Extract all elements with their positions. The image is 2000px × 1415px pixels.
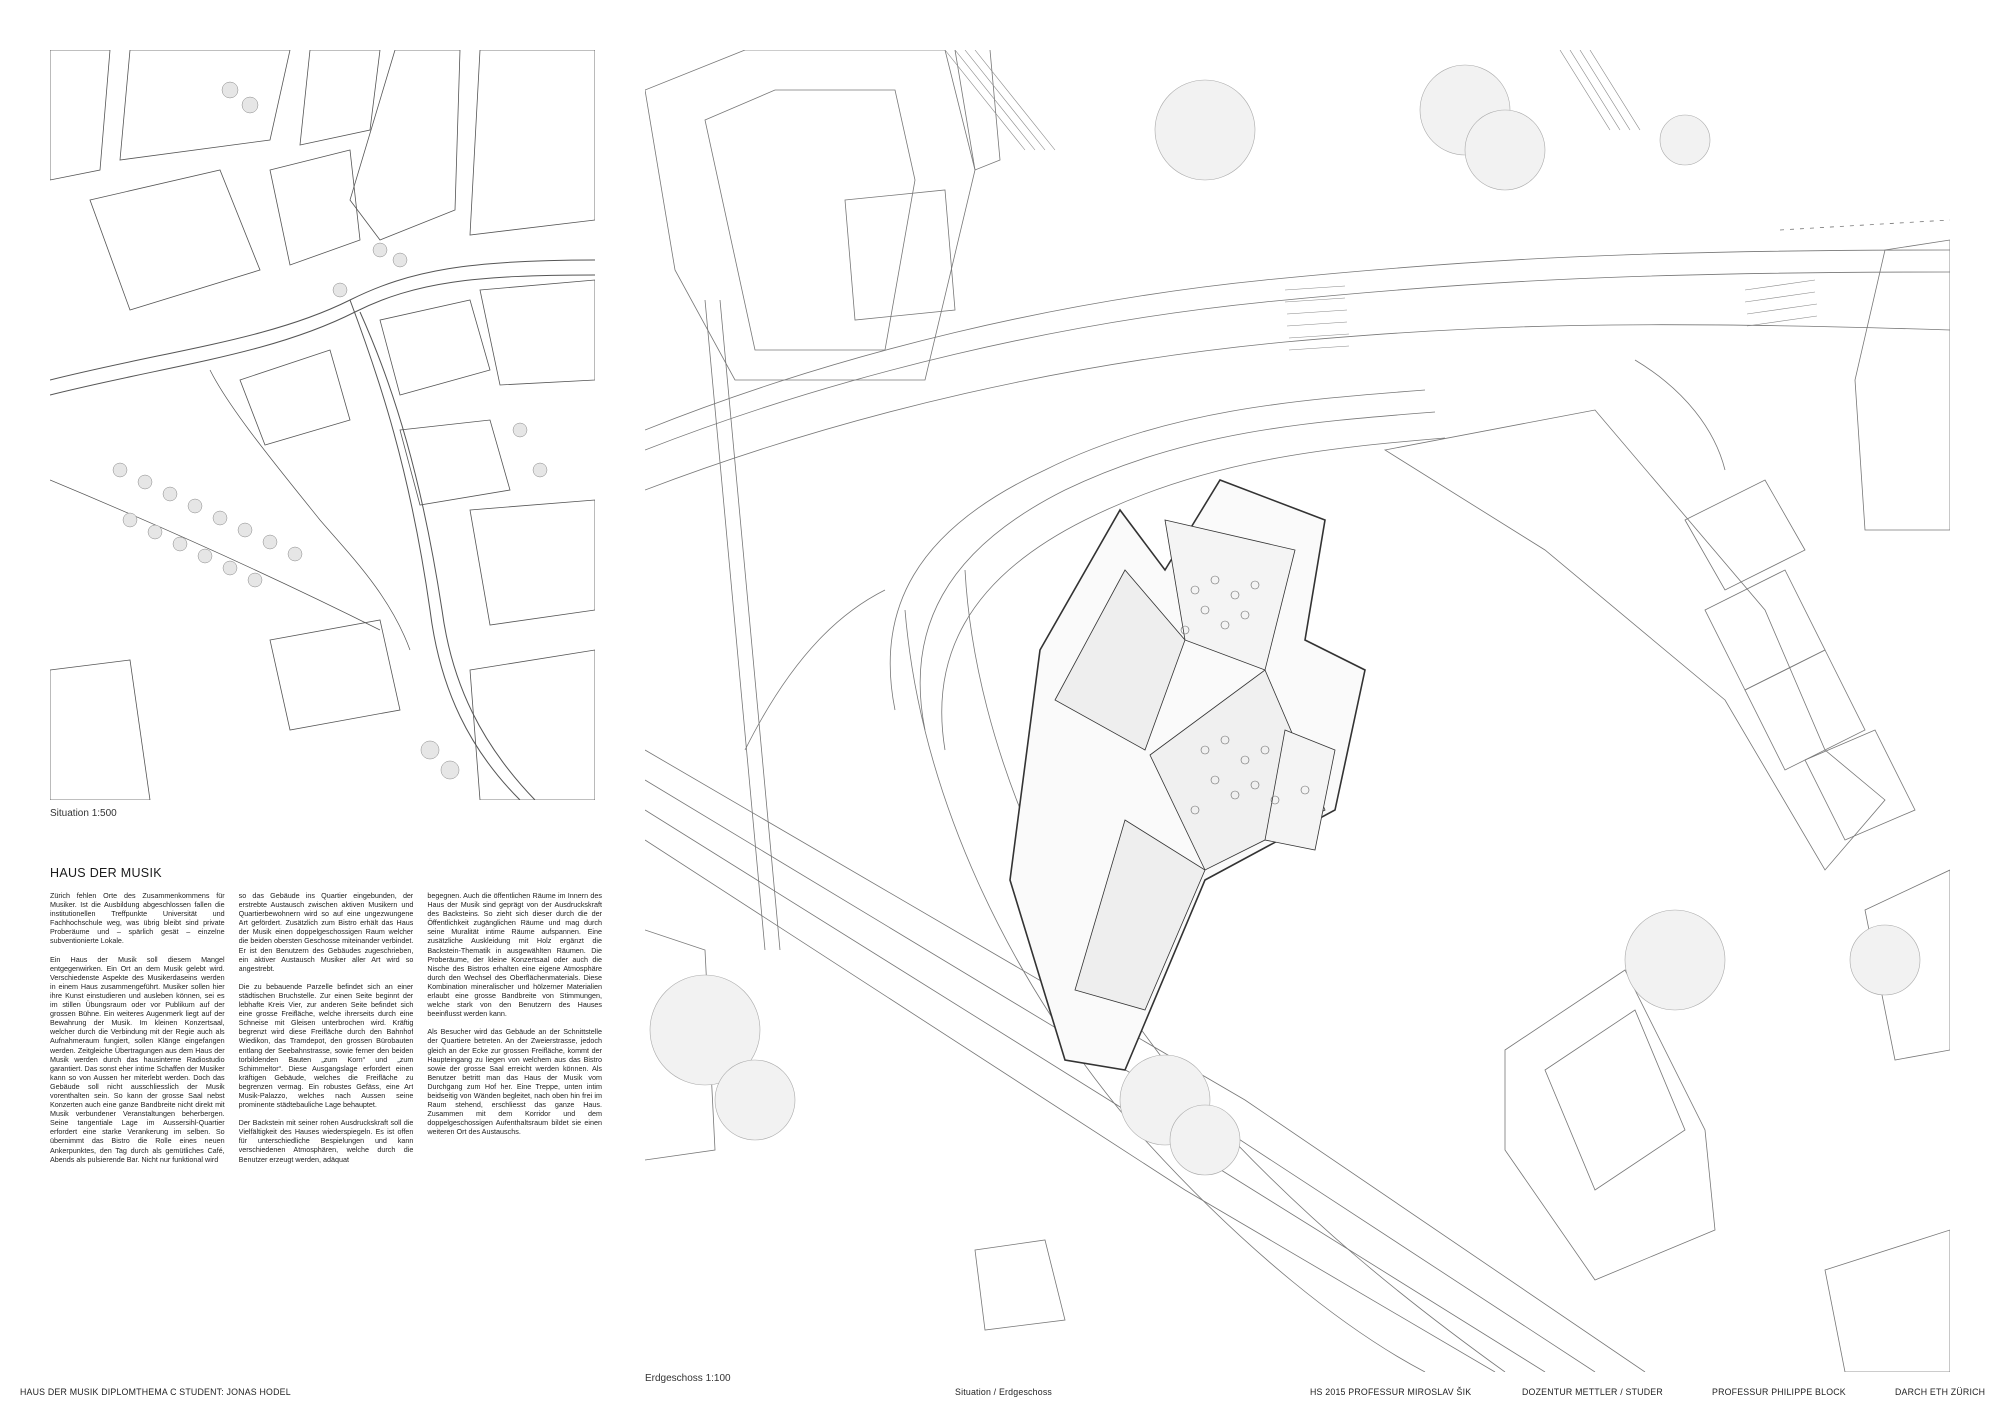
ground-floor-plan-svg — [645, 50, 1950, 1372]
footer-professorship: HS 2015 PROFESSUR MIROSLAV ŠIK — [1310, 1387, 1472, 1397]
ground-floor-caption: Erdgeschoss 1:100 — [645, 1373, 731, 1384]
paragraph: Der Backstein mit seiner rohen Ausdruckskraft soll die Vielfältigkeit des Hauses wiederspiegeln. Es ist offen für unterschiedliche Bespielungen und kann verschiedenen Atmosphären, welche durch die Benutzer erzeugt werden, adäquat — [238, 1118, 414, 1164]
footer-project-info: HAUS DER MUSIK DIPLOMTHEMA C STUDENT: JONAS HODEL — [20, 1387, 291, 1397]
paragraph: Die zu bebauende Parzelle befindet sich an einer städtischen Bruchstelle. Zur einen Seite beginnt der lebhafte Kreis Vier, zur anderen Seite befindet sich eine grosse Freifläche, welche ihrerseits durch eine Schneise mit Gleisen unterbrochen wird. Kräftig begrenzt wird diese Freifläche durch den Bahnhof Wiedikon, das Tramdepot, den grossen Bürobauten entlang der Seebahnstrasse, sowie ferner den beiden torbildenden Bauten „zum Korn“ und „zum Schimmeltor“. Diese Ausgangslage erfordert einen kräftigen Gebäude, welches die Freifläche zu begrenzen vermag. Ein robustes Gefäss, eine Art Musik-Palazzo, welches nach Aussen seine prominente städtebauliche Lage behauptet. — [238, 981, 414, 1110]
footer-department: DARCH ETH ZÜRICH — [1895, 1387, 1986, 1397]
footer-sheet-title: Situation / Erdgeschoss — [955, 1387, 1053, 1397]
project-title: HAUS DER MUSIK — [50, 866, 162, 880]
site-plan-drawing — [50, 50, 595, 800]
text-column-3 — [427, 891, 602, 1236]
paragraph: Ein Haus der Musik soll diesem Mangel entgegenwirken. Ein Ort an dem Musik gelebt wird. Verschiedenste Aspekte des Musikerdaseins werden in einem Haus zusammengeführt. Musiker sollen hier ihre Kunst einstudieren und ausleben können, sei es im stillen Übungsraum oder vor Publikum auf der grossen Bühne. Ein weiteres Augenmerk liegt auf der Bewahrung der Musik. Im kleinen Konzertsaal, welcher durch die Verbindung mit der Regie auch als Aufnahmeraum fungiert, sollen Klänge eingefangen werden. Zeitgleiche Übertragungen aus dem Haus der Musik werden durch das hausinterne Radiostudio garantiert. Das sonst eher intime Schaffen der Musiker kann so von Aussen her miterlebt werden. Doch das Gebäude soll nicht ausschliesslich der Musik vorenthalten sein. So kann der grosse Saal nebst Konzerten auch eine ganze Bandbreite nicht direkt mit Musik verbundener Veranstaltungen beherbergen. Seine tangentiale Lage im Aussersihl-Quartier erfordert eine starke Verankerung im selben. So übernimmt das Bistro die Rolle eines neuen Ankerpunktes, den Tag durch als gemütliches Café, Abends als pulsierende Bar. Nicht nur funktional wird — [50, 954, 225, 1164]
text-column-2 — [239, 891, 414, 1236]
description-text — [50, 891, 602, 1236]
paragraph: Als Besucher wird das Gebäude an der Schnittstelle der Quartiere betreten. An der Zweierstrasse, jedoch gleich an der Ecke zur grossen Freifläche, kommt der Haupteingang zu liegen von welchem aus das Bistro sowie der grosse Saal erreicht werden können. Als Benutzer betritt man das Haus der Musik vom Durchgang zum Hof her. Eine Treppe, unten intim beidseitig von Wänden begleitet, nach oben hin frei im Raum stehend, erschliesst das ganze Haus. Zusammen mit dem Korridor und dem doppelgeschossigen Aufenthaltsraum bildet sie einen weiteren Ort des Austauschs. — [427, 1027, 602, 1137]
paragraph: so das Gebäude ins Quartier eingebunden, der erstrebte Austausch zwischen aktiven Musikern und Quartierbewohnern wird so auf eine ungezwungene Art gefördert. Zusätzlich zum Bistro erhält das Haus der Musik einen doppelgeschossigen Raum welcher die beiden obersten Geschosse miteinander verbindet. Er ist den Benutzern des Gebäudes zugeschrieben, ein aktiver Austausch Musiker aller Art wird so angestrebt. — [238, 891, 414, 973]
footer-lecturers: DOZENTUR METTLER / STUDER — [1522, 1387, 1663, 1397]
site-plan-caption: Situation 1:500 — [50, 808, 117, 819]
ground-floor-plan-drawing — [645, 50, 1950, 1372]
footer-professur-block: PROFESSUR PHILIPPE BLOCK — [1712, 1387, 1846, 1397]
site-plan-svg — [50, 50, 595, 800]
paragraph: Zürich fehlen Orte des Zusammenkommens für Musiker. Ist die Ausbildung abgeschlossen fallen die institutionellen Treffpunkte Universität und Fachhochschule weg, was übrig bleibt sind private Proberäume und – spärlich gesät – einzelne subventionierte Lokale. — [50, 891, 225, 946]
text-column-1 — [50, 891, 225, 1236]
paragraph: begegnen. Auch die öffentlichen Räume im Innern des Haus der Musik sind geprägt von der Ausdruckskraft des Backsteins. So zieht sich dieser durch die der Öffentlichkeit zugänglichen Räume und mag durch seine Muralität intime Räume aufspannen. Eine zusätzliche Auskleidung mit Holz ergänzt die Backstein-Thematik in ausgewählten Räumen. Die Proberäume, der kleine Konzertsaal oder auch die Nische des Bistros erhalten eine eigene Atmosphäre durch den Wechsel des Oberflächenmaterials. Diese Kombination mineralischer und hölzerner Materialien erlaubt eine grosse Bandbreite von Stimmungen, welche stark von den Benutzern des Hauses beeinflusst werden kann. — [427, 891, 602, 1019]
